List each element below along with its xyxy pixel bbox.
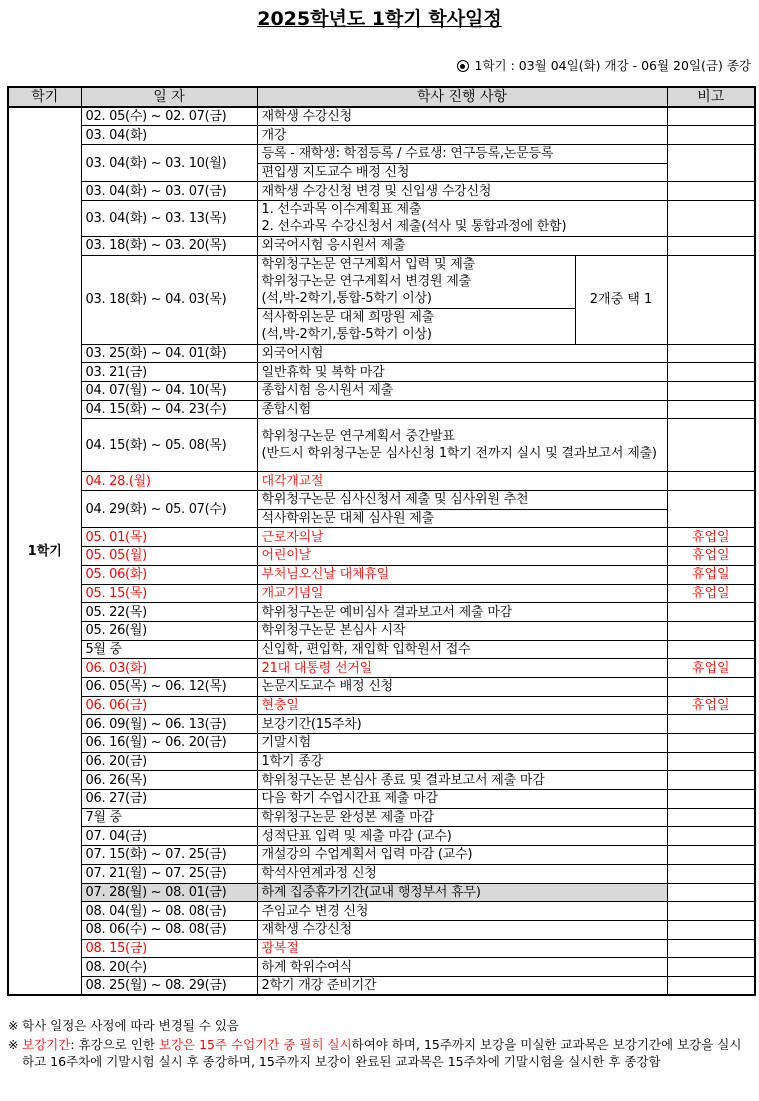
date-cell: 04. 28.(월) [81,472,257,491]
table-row [8,696,755,715]
note-cell [667,363,755,382]
note-cell [667,621,755,640]
date-cell: 06. 16(월) ~ 06. 20(금) [81,734,257,753]
content-cell: 주임교수 변경 신청 [257,902,667,921]
note-cell: 휴업일 [667,547,755,566]
date-cell: 05. 06(화) [81,565,257,584]
content-cell: 어린이날 [257,547,667,566]
date-cell: 03. 04(화) ~ 03. 07(금) [81,182,257,201]
content-cell: 1학기 종강 [257,752,667,771]
note-cell [667,640,755,659]
note-cell [667,236,755,255]
header-content: 학사 진행 사항 [257,87,667,107]
note-cell: 휴업일 [667,565,755,584]
semester-info [457,56,752,74]
content-cell: 하계 학위수여식 [257,958,667,977]
content-cell: 등록 - 재학생: 학점등록 / 수료생: 연구등록,논문등록 [257,144,667,163]
schedule-body [8,107,755,995]
content-cell: 부처님오신날 대체휴일 [257,565,667,584]
semester-cell: 1학기 [8,107,81,995]
table-row [8,419,755,472]
note-cell [667,400,755,419]
page-title: 2025학년도 1학기 학사일정 [257,8,502,30]
table-row [8,255,755,308]
content-cell: 근로자의날 [257,528,667,547]
note-cell [667,126,755,145]
content-cell: 종합시험 [257,400,667,419]
note-cell [667,883,755,902]
choice-cell: 2개중 택 1 [575,255,667,344]
date-cell: 08. 25(월) ~ 08. 29(금) [81,976,257,995]
content-cell: 학위청구논문 본심사 시작 [257,621,667,640]
header-semester: 학기 [8,87,81,107]
table-row [8,808,755,827]
date-cell: 05. 05(월) [81,547,257,566]
table-row [8,472,755,491]
table-row [8,677,755,696]
date-cell: 06. 20(금) [81,752,257,771]
content-cell: 학석사연계과정 신청 [257,864,667,883]
date-cell: 07. 21(월) ~ 07. 25(금) [81,864,257,883]
table-row [8,659,755,678]
note-cell [667,603,755,622]
table-row [8,528,755,547]
content-cell: 재학생 수강신청 변경 및 신입생 수강신청 [257,182,667,201]
date-cell: 06. 27(금) [81,790,257,809]
note-cell [667,808,755,827]
date-cell: 04. 15(화) ~ 05. 08(목) [81,419,257,472]
table-header-row [8,87,755,107]
content-cell: 광복절 [257,939,667,958]
date-cell: 03. 18(화) ~ 04. 03(목) [81,255,257,344]
table-row [8,344,755,363]
table-row [8,715,755,734]
table-row [8,236,755,255]
content-cell: 외국어시험 [257,344,667,363]
table-row [8,400,755,419]
table-row [8,864,755,883]
header-note: 비고 [667,87,755,107]
date-cell: 06. 05(목) ~ 06. 12(목) [81,677,257,696]
note-cell [667,715,755,734]
date-cell: 06. 26(목) [81,771,257,790]
footnote-2: ※ 보강기간: 휴강으로 인한 보강은 15주 수업기간 중 필히 실시하여야 하며, 15주까지 보강을 미실한 교과목은 보강기간에 보강을 실시하고 16주차에 기말시험 실시 후 종강하며, 15주까지 보강이 완료된 교과목은 15주차에 기말시험을 실시한 후 종강함 [8,1037,742,1069]
date-cell: 02. 05(수) ~ 02. 07(금) [81,107,257,126]
table-row [8,603,755,622]
note-cell [667,182,755,201]
content-cell: 신입학, 편입학, 재입학 입학원서 접수 [257,640,667,659]
note-cell [667,827,755,846]
table-row [8,363,755,382]
date-cell: 05. 15(목) [81,584,257,603]
date-cell: 08. 04(월) ~ 08. 08(금) [81,902,257,921]
content-cell: 개교기념일 [257,584,667,603]
content-cell: 기말시험 [257,734,667,753]
note-cell [667,920,755,939]
note-cell [667,200,755,236]
note-cell [667,902,755,921]
note-cell [667,419,755,472]
note-cell [667,677,755,696]
content-cell: 재학생 수강신청 [257,920,667,939]
date-cell: 03. 04(화) ~ 03. 10(월) [81,144,257,181]
note-cell [667,864,755,883]
note-cell [667,344,755,363]
footnote-1: ※ 학사 일정은 사정에 따라 변경될 수 있음 [8,1018,240,1033]
content-cell: 하계 집중휴가기간(교내 행정부서 휴무) [257,883,667,902]
content-cell: 학위청구논문 본심사 종료 및 결과보고서 제출 마감 [257,771,667,790]
note-cell [667,255,755,344]
content-cell: 2학기 개강 준비기간 [257,976,667,995]
note-cell [667,846,755,865]
table-row [8,771,755,790]
table-row [8,144,755,163]
content-cell: 석사학위논문 대체 희망원 제출 (석,박-2학기,통합-5학기 이상) [257,308,575,344]
table-row [8,126,755,145]
content-cell: 21대 대통령 선거일 [257,659,667,678]
date-cell: 7월 중 [81,808,257,827]
date-cell: 07. 15(화) ~ 07. 25(금) [81,846,257,865]
date-cell: 04. 07(월) ~ 04. 10(목) [81,382,257,401]
date-cell: 06. 06(금) [81,696,257,715]
date-cell: 05. 01(목) [81,528,257,547]
table-row [8,182,755,201]
content-cell: 보강기간(15주차) [257,715,667,734]
date-cell: 04. 29(화) ~ 05. 07(수) [81,491,257,528]
note-cell [667,144,755,181]
table-row [8,565,755,584]
radio-dot-icon [457,60,469,72]
table-row [8,958,755,977]
table-row [8,382,755,401]
table-row [8,547,755,566]
note-cell [667,382,755,401]
content-cell: 개강 [257,126,667,145]
content-cell: 학위청구논문 예비심사 결과보고서 제출 마감 [257,603,667,622]
date-cell: 5월 중 [81,640,257,659]
note-cell [667,939,755,958]
table-row [8,621,755,640]
date-cell: 08. 15(금) [81,939,257,958]
table-row [8,920,755,939]
note-cell [667,752,755,771]
note-cell [667,472,755,491]
content-cell: 학위청구논문 연구계획서 입력 및 제출 학위청구논문 연구계획서 변경원 제출 (석,박-2학기,통합-5학기 이상) [257,255,575,308]
date-cell: 08. 06(수) ~ 08. 08(금) [81,920,257,939]
table-row [8,902,755,921]
note-cell [667,734,755,753]
content-cell: 현충일 [257,696,667,715]
semester-info-text: 1학기 : 03월 04일(화) 개강 - 06월 20일(금) 종강 [474,58,751,73]
note-cell: 휴업일 [667,584,755,603]
date-cell: 05. 26(월) [81,621,257,640]
note-cell: 휴업일 [667,659,755,678]
note-cell: 휴업일 [667,528,755,547]
content-cell: 대각개교절 [257,472,667,491]
content-cell: 성적단표 입력 및 제출 마감 (교수) [257,827,667,846]
note-cell [667,958,755,977]
content-cell: 석사학위논문 대체 심사원 제출 [257,509,667,528]
table-row [8,584,755,603]
table-row [8,752,755,771]
date-cell: 03. 18(화) ~ 03. 20(목) [81,236,257,255]
table-row [8,200,755,236]
content-cell: 학위청구논문 연구계획서 중간발표 (반드시 학위청구논문 심사신청 1학기 전까지 실시 및 결과보고서 제출) [257,419,667,472]
note-cell [667,771,755,790]
content-cell: 학위청구논문 심사신청서 제출 및 심사위원 추천 [257,491,667,510]
table-row [8,491,755,510]
note-cell [667,491,755,528]
content-cell: 다음 학기 수업시간표 제출 마감 [257,790,667,809]
footnotes [8,1017,753,1072]
date-cell: 07. 04(금) [81,827,257,846]
table-row [8,734,755,753]
date-cell: 07. 28(월) ~ 08. 01(금) [81,883,257,902]
date-cell: 05. 22(목) [81,603,257,622]
content-cell: 학위청구논문 완성본 제출 마감 [257,808,667,827]
content-cell: 1. 선수과목 이수계획표 제출 2. 선수과목 수강신청서 제출(석사 및 통합과정에 한함) [257,200,667,236]
content-cell: 재학생 수강신청 [257,107,667,126]
table-row [8,790,755,809]
table-row [8,107,755,126]
date-cell: 08. 20(수) [81,958,257,977]
table-row [8,827,755,846]
content-cell: 종합시험 응시원서 제출 [257,382,667,401]
header-date: 일 자 [81,87,257,107]
note-cell [667,107,755,126]
date-cell: 06. 03(화) [81,659,257,678]
date-cell: 03. 21(금) [81,363,257,382]
date-cell: 03. 04(화) [81,126,257,145]
table-row [8,939,755,958]
schedule-table [7,86,756,996]
date-cell: 03. 25(화) ~ 04. 01(화) [81,344,257,363]
content-cell: 논문지도교수 배정 신청 [257,677,667,696]
date-cell: 06. 09(월) ~ 06. 13(금) [81,715,257,734]
table-row [8,846,755,865]
table-row [8,883,755,902]
content-cell: 개설강의 수업계획서 입력 마감 (교수) [257,846,667,865]
note-cell [667,790,755,809]
table-row [8,976,755,995]
date-cell: 03. 04(화) ~ 03. 13(목) [81,200,257,236]
note-cell [667,976,755,995]
table-row [8,640,755,659]
note-cell: 휴업일 [667,696,755,715]
date-cell: 04. 15(화) ~ 04. 23(수) [81,400,257,419]
content-cell: 외국어시험 응시원서 제출 [257,236,667,255]
content-cell: 일반휴학 및 복학 마감 [257,363,667,382]
content-cell: 편입생 지도교수 배정 신청 [257,163,667,182]
